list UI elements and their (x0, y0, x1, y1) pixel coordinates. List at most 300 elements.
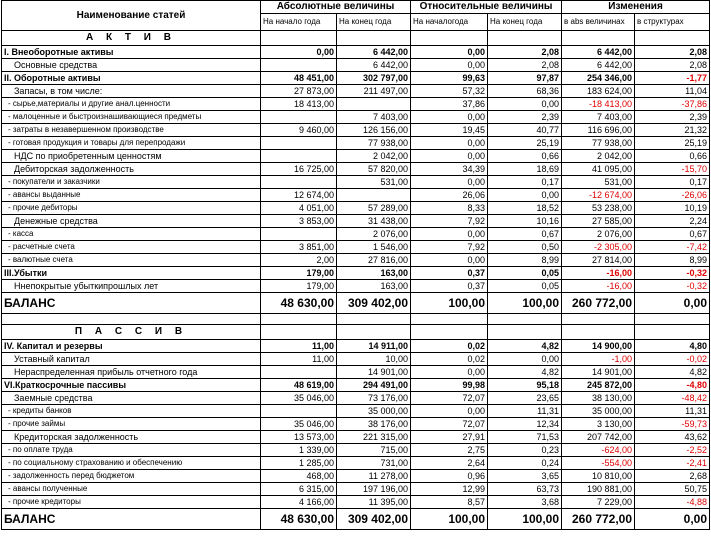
section-heading-row (2, 325, 710, 340)
value-cell: 57 820,00 (337, 163, 411, 176)
value-cell: 6 442,00 (562, 59, 635, 72)
value-cell: 468,00 (261, 470, 337, 483)
empty-cell (635, 314, 710, 325)
value-cell: -4,88 (635, 496, 710, 509)
value-cell: 0,17 (635, 176, 710, 189)
value-cell: 254 346,00 (562, 72, 635, 85)
value-cell: 0,50 (488, 241, 562, 254)
table-row (2, 457, 710, 470)
value-cell: 11 278,00 (337, 470, 411, 483)
value-cell: 12,34 (488, 418, 562, 431)
table-row (2, 280, 710, 293)
value-cell: 95,18 (488, 379, 562, 392)
value-cell: 50,75 (635, 483, 710, 496)
value-cell (261, 366, 337, 379)
value-cell: 48 630,00 (261, 509, 337, 530)
value-cell: 37,86 (411, 98, 488, 111)
value-cell (562, 31, 635, 46)
row-label: VI.Краткосрочные пассивы (2, 379, 261, 392)
value-cell: -0,02 (635, 353, 710, 366)
value-cell: 11,00 (261, 340, 337, 353)
value-cell: 7,92 (411, 241, 488, 254)
value-cell: 8,99 (635, 254, 710, 267)
value-cell: 35 000,00 (337, 405, 411, 418)
value-cell (261, 31, 337, 46)
value-cell: 26,06 (411, 189, 488, 202)
value-cell (562, 325, 635, 340)
value-cell: 0,00 (488, 353, 562, 366)
value-cell: 0,00 (411, 59, 488, 72)
value-cell: -2 305,00 (562, 241, 635, 254)
value-cell: -0,32 (635, 280, 710, 293)
value-cell: 18 413,00 (261, 98, 337, 111)
value-cell: 34,39 (411, 163, 488, 176)
table-row (2, 124, 710, 137)
value-cell (635, 31, 710, 46)
value-cell: 0,00 (411, 176, 488, 189)
value-cell: 12,99 (411, 483, 488, 496)
value-cell: 163,00 (337, 267, 411, 280)
value-cell: -624,00 (562, 444, 635, 457)
value-cell: 0,00 (411, 137, 488, 150)
value-cell: 77 938,00 (562, 137, 635, 150)
value-cell: 1 339,00 (261, 444, 337, 457)
table-row (2, 483, 710, 496)
row-label: - покупатели и заказчики (2, 176, 261, 189)
value-cell: 0,24 (488, 457, 562, 470)
row-label: Основные средства (2, 59, 261, 72)
value-cell: 0,05 (488, 267, 562, 280)
value-cell: 245 872,00 (562, 379, 635, 392)
value-cell: -1,77 (635, 72, 710, 85)
changes-header: Изменения (562, 1, 710, 14)
value-cell: 7 403,00 (337, 111, 411, 124)
row-label: - расчетные счета (2, 241, 261, 254)
value-cell: 99,98 (411, 379, 488, 392)
value-cell (337, 31, 411, 46)
value-cell: 11,31 (488, 405, 562, 418)
value-cell: 21,32 (635, 124, 710, 137)
value-cell: -2,41 (635, 457, 710, 470)
row-label: Нераспределенная прибыль отчетного года (2, 366, 261, 379)
table-row (2, 202, 710, 215)
subheader-cell: На конец года (337, 14, 411, 31)
value-cell: 2 076,00 (337, 228, 411, 241)
table-row (2, 353, 710, 366)
value-cell: 23,65 (488, 392, 562, 405)
value-cell: 2,68 (635, 470, 710, 483)
value-cell (261, 137, 337, 150)
value-cell: 0,00 (411, 111, 488, 124)
value-cell: 10,16 (488, 215, 562, 228)
value-cell: 126 156,00 (337, 124, 411, 137)
row-label: - прочие кредиторы (2, 496, 261, 509)
table-row (2, 241, 710, 254)
subheader-cell: На началогода (411, 14, 488, 31)
value-cell: 294 491,00 (337, 379, 411, 392)
table-row (2, 392, 710, 405)
value-cell: 309 402,00 (337, 293, 411, 314)
value-cell (337, 325, 411, 340)
balance-total-row (2, 509, 710, 530)
subheader-cell: в abs величинах (562, 14, 635, 31)
value-cell: 2,08 (488, 59, 562, 72)
row-label: - сырье,материалы и другие анал.ценности (2, 98, 261, 111)
value-cell: -554,00 (562, 457, 635, 470)
value-cell: 260 772,00 (562, 509, 635, 530)
value-cell: 100,00 (488, 509, 562, 530)
value-cell: 211 497,00 (337, 85, 411, 98)
value-cell: 0,00 (411, 46, 488, 59)
value-cell: 72,07 (411, 392, 488, 405)
table-body (2, 31, 710, 530)
value-cell: 183 624,00 (562, 85, 635, 98)
value-cell: 0,67 (635, 228, 710, 241)
value-cell: 163,00 (337, 280, 411, 293)
empty-cell (411, 314, 488, 325)
value-cell: 19,45 (411, 124, 488, 137)
value-cell: 197 196,00 (337, 483, 411, 496)
value-cell: 7 229,00 (562, 496, 635, 509)
value-cell: -16,00 (562, 267, 635, 280)
table-row (2, 228, 710, 241)
table-row (2, 418, 710, 431)
value-cell: 6 442,00 (337, 59, 411, 72)
value-cell: -48,42 (635, 392, 710, 405)
table-row (2, 496, 710, 509)
value-cell: 77 938,00 (337, 137, 411, 150)
value-cell: 9 460,00 (261, 124, 337, 137)
table-row (2, 366, 710, 379)
value-cell: 4,82 (635, 366, 710, 379)
value-cell: 16 725,00 (261, 163, 337, 176)
value-cell: 12 674,00 (261, 189, 337, 202)
table-row (2, 163, 710, 176)
value-cell: 0,17 (488, 176, 562, 189)
value-cell (411, 325, 488, 340)
value-cell (488, 325, 562, 340)
row-label: - затраты в незавершенном производстве (2, 124, 261, 137)
value-cell: 0,02 (411, 340, 488, 353)
balance-total-row (2, 293, 710, 314)
value-cell: 41 095,00 (562, 163, 635, 176)
value-cell: 715,00 (337, 444, 411, 457)
table-row (2, 59, 710, 72)
value-cell: 0,00 (411, 366, 488, 379)
value-cell: -12 674,00 (562, 189, 635, 202)
row-label: - задолженность перед бюджетом (2, 470, 261, 483)
row-label: - авансы полученные (2, 483, 261, 496)
value-cell (261, 228, 337, 241)
value-cell (635, 325, 710, 340)
value-cell: -26,06 (635, 189, 710, 202)
value-cell: 4 166,00 (261, 496, 337, 509)
value-cell: 0,67 (488, 228, 562, 241)
value-cell: 11,00 (261, 353, 337, 366)
value-cell: 2,75 (411, 444, 488, 457)
row-label: Уставный капитал (2, 353, 261, 366)
value-cell: 0,96 (411, 470, 488, 483)
table-row (2, 215, 710, 228)
row-label: - по социальному страхованию и обеспечению (2, 457, 261, 470)
value-cell: -16,00 (562, 280, 635, 293)
value-cell: 27 814,00 (562, 254, 635, 267)
table-row (2, 137, 710, 150)
value-cell: 27,91 (411, 431, 488, 444)
value-cell: 116 696,00 (562, 124, 635, 137)
table-row (2, 85, 710, 98)
value-cell: 100,00 (411, 509, 488, 530)
name-column-header: Наименование статей (2, 1, 261, 31)
subheader-cell: На конец года (488, 14, 562, 31)
value-cell: 0,37 (411, 267, 488, 280)
value-cell: 13 573,00 (261, 431, 337, 444)
table-row (2, 72, 710, 85)
header-row (2, 1, 710, 14)
value-cell: -0,32 (635, 267, 710, 280)
value-cell: 57,32 (411, 85, 488, 98)
value-cell: -1,00 (562, 353, 635, 366)
value-cell: -18 413,00 (562, 98, 635, 111)
value-cell: 2,08 (635, 59, 710, 72)
row-label: - авансы выданные (2, 189, 261, 202)
row-label: - по оплате труда (2, 444, 261, 457)
row-label: - кредиты банков (2, 405, 261, 418)
value-cell: 0,00 (488, 189, 562, 202)
value-cell (337, 98, 411, 111)
value-cell (337, 189, 411, 202)
table-row (2, 254, 710, 267)
row-label: Кредиторская задолженность (2, 431, 261, 444)
value-cell: 43,62 (635, 431, 710, 444)
row-label: I. Внеоборотные активы (2, 46, 261, 59)
empty-cell (562, 314, 635, 325)
table-row (2, 46, 710, 59)
table-row (2, 470, 710, 483)
value-cell: -59,73 (635, 418, 710, 431)
value-cell: 10,00 (337, 353, 411, 366)
value-cell: 179,00 (261, 280, 337, 293)
row-label: Запасы, в том числе: (2, 85, 261, 98)
absolute-values-header: Абсолютные величины (261, 1, 411, 14)
value-cell: 2,24 (635, 215, 710, 228)
row-label: - готовая продукция и товары для перепродажи (2, 137, 261, 150)
value-cell: 0,00 (261, 46, 337, 59)
value-cell: 31 438,00 (337, 215, 411, 228)
value-cell: 25,19 (488, 137, 562, 150)
table-row (2, 405, 710, 418)
value-cell: 1 285,00 (261, 457, 337, 470)
value-cell: 1 546,00 (337, 241, 411, 254)
value-cell: 2,08 (635, 46, 710, 59)
value-cell: 53 238,00 (562, 202, 635, 215)
value-cell: 221 315,00 (337, 431, 411, 444)
value-cell: 3,68 (488, 496, 562, 509)
value-cell: 3 853,00 (261, 215, 337, 228)
value-cell: 40,77 (488, 124, 562, 137)
table-row (2, 379, 710, 392)
value-cell: 3 130,00 (562, 418, 635, 431)
value-cell: 2,39 (635, 111, 710, 124)
row-label: III.Убытки (2, 267, 261, 280)
value-cell: 531,00 (337, 176, 411, 189)
value-cell: 48 451,00 (261, 72, 337, 85)
table-row (2, 444, 710, 457)
value-cell: 2 042,00 (562, 150, 635, 163)
value-cell: 302 797,00 (337, 72, 411, 85)
value-cell: 14 901,00 (562, 366, 635, 379)
empty-cell (2, 314, 261, 325)
value-cell: 3 851,00 (261, 241, 337, 254)
value-cell: 6 442,00 (562, 46, 635, 59)
row-label: IV. Капитал и резервы (2, 340, 261, 353)
value-cell: 2,08 (488, 46, 562, 59)
row-label: П А С С И В (2, 325, 261, 340)
value-cell: 27 585,00 (562, 215, 635, 228)
value-cell: -4,80 (635, 379, 710, 392)
value-cell: 72,07 (411, 418, 488, 431)
value-cell: 8,57 (411, 496, 488, 509)
value-cell: 73 176,00 (337, 392, 411, 405)
value-cell: 11,04 (635, 85, 710, 98)
table-row (2, 111, 710, 124)
value-cell: 0,05 (488, 280, 562, 293)
value-cell: 531,00 (562, 176, 635, 189)
row-label: - прочие дебиторы (2, 202, 261, 215)
value-cell: 179,00 (261, 267, 337, 280)
value-cell: 48 630,00 (261, 293, 337, 314)
value-cell: 18,69 (488, 163, 562, 176)
spacer-row (2, 314, 710, 325)
row-label: Денежные средства (2, 215, 261, 228)
value-cell (261, 111, 337, 124)
subheader-cell: На начало года (261, 14, 337, 31)
value-cell: 2 076,00 (562, 228, 635, 241)
value-cell: 25,19 (635, 137, 710, 150)
value-cell: -7,42 (635, 241, 710, 254)
value-cell (261, 325, 337, 340)
value-cell: -37,86 (635, 98, 710, 111)
value-cell: 4 051,00 (261, 202, 337, 215)
value-cell: 27 816,00 (337, 254, 411, 267)
table-row (2, 150, 710, 163)
value-cell: 4,82 (488, 340, 562, 353)
value-cell: 2,39 (488, 111, 562, 124)
value-cell: 11 395,00 (337, 496, 411, 509)
balance-sheet-table (1, 0, 710, 530)
value-cell: 0,00 (635, 509, 710, 530)
value-cell: 0,00 (411, 254, 488, 267)
value-cell: 10,19 (635, 202, 710, 215)
value-cell (261, 176, 337, 189)
value-cell: 7 403,00 (562, 111, 635, 124)
value-cell: 48 619,00 (261, 379, 337, 392)
row-label: - малоценные и быстроизнашивающиеся предметы (2, 111, 261, 124)
table-row (2, 340, 710, 353)
row-label: - прочие займы (2, 418, 261, 431)
value-cell: 0,02 (411, 353, 488, 366)
value-cell: 731,00 (337, 457, 411, 470)
value-cell: 0,00 (411, 150, 488, 163)
row-label: Ннепокрытые убыткипрошлых лет (2, 280, 261, 293)
table-row (2, 189, 710, 202)
value-cell: 207 742,00 (562, 431, 635, 444)
value-cell: 68,36 (488, 85, 562, 98)
row-label: Дебиторская задолженность (2, 163, 261, 176)
value-cell: 14 911,00 (337, 340, 411, 353)
value-cell: 18,52 (488, 202, 562, 215)
value-cell: 0,23 (488, 444, 562, 457)
value-cell: 57 289,00 (337, 202, 411, 215)
value-cell: 10 810,00 (562, 470, 635, 483)
table-row (2, 176, 710, 189)
value-cell: 0,00 (488, 98, 562, 111)
row-label: Заемные средства (2, 392, 261, 405)
value-cell: 4,80 (635, 340, 710, 353)
value-cell (261, 405, 337, 418)
value-cell: 63,73 (488, 483, 562, 496)
section-heading-row (2, 31, 710, 46)
value-cell: 2,00 (261, 254, 337, 267)
value-cell: 100,00 (488, 293, 562, 314)
value-cell: -2,52 (635, 444, 710, 457)
value-cell: 100,00 (411, 293, 488, 314)
empty-cell (261, 314, 337, 325)
subheader-cell: в структурах (635, 14, 710, 31)
row-label: БАЛАНС (2, 293, 261, 314)
value-cell: -15,70 (635, 163, 710, 176)
value-cell (488, 31, 562, 46)
relative-values-header: Относительные величины (411, 1, 562, 14)
row-label: БАЛАНС (2, 509, 261, 530)
value-cell: 190 881,00 (562, 483, 635, 496)
value-cell: 35 000,00 (562, 405, 635, 418)
table-row (2, 267, 710, 280)
row-label: - валютные счета (2, 254, 261, 267)
value-cell: 2 042,00 (337, 150, 411, 163)
value-cell: 0,66 (488, 150, 562, 163)
value-cell (261, 150, 337, 163)
value-cell: 0,37 (411, 280, 488, 293)
value-cell (411, 31, 488, 46)
value-cell: 14 900,00 (562, 340, 635, 353)
value-cell: 0,00 (635, 293, 710, 314)
value-cell: 0,00 (411, 405, 488, 418)
table-row (2, 431, 710, 444)
value-cell: 0,00 (411, 228, 488, 241)
value-cell: 7,92 (411, 215, 488, 228)
row-label: - касса (2, 228, 261, 241)
value-cell: 27 873,00 (261, 85, 337, 98)
row-label: НДС по приобретенным ценностям (2, 150, 261, 163)
value-cell: 14 901,00 (337, 366, 411, 379)
row-label: А К Т И В (2, 31, 261, 46)
value-cell: 2,64 (411, 457, 488, 470)
value-cell: 260 772,00 (562, 293, 635, 314)
value-cell: 6 315,00 (261, 483, 337, 496)
value-cell: 4,82 (488, 366, 562, 379)
value-cell: 8,99 (488, 254, 562, 267)
value-cell: 309 402,00 (337, 509, 411, 530)
value-cell: 71,53 (488, 431, 562, 444)
value-cell: 11,31 (635, 405, 710, 418)
value-cell: 8,33 (411, 202, 488, 215)
empty-cell (488, 314, 562, 325)
value-cell: 38 130,00 (562, 392, 635, 405)
value-cell: 35 046,00 (261, 418, 337, 431)
table-row (2, 98, 710, 111)
value-cell: 97,87 (488, 72, 562, 85)
